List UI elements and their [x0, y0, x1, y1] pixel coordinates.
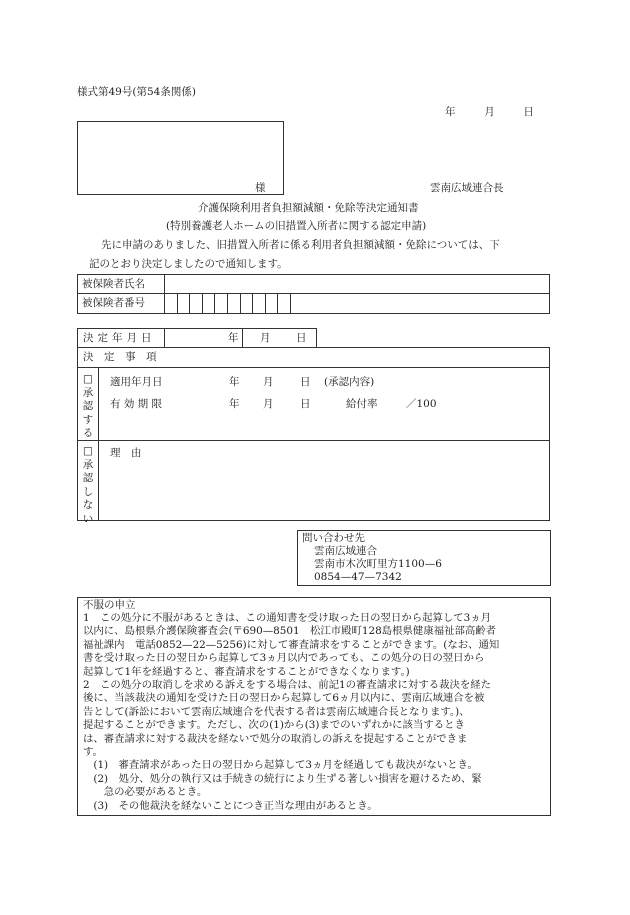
decision-day-label: 日: [296, 332, 307, 344]
contact-org: 雲南広域連合: [314, 545, 377, 557]
insured-number-cell[interactable]: [240, 293, 254, 314]
appeal-line: 以内に、島根県介護保険審査会(〒690—8501 松江市殿町128島根県健康福祉部高齢者: [83, 625, 497, 638]
benefit-rate-label: 給付率: [346, 398, 378, 410]
contact-phone: 0854—47—7342: [314, 571, 402, 583]
appeal-heading: 不服の申立: [83, 599, 136, 611]
appeal-line: 提起することができます。ただし、次の(1)から(3)までのいずれかに該当するとき: [83, 719, 465, 732]
approve-label-char: す: [82, 413, 94, 426]
reject-label-char: な: [82, 499, 94, 511]
validity-day-label: 日: [300, 398, 311, 410]
intro-line-2: 記のとおり決定しましたので通知します。: [89, 258, 288, 270]
decision-month-label: 月: [260, 332, 271, 344]
validity-month-label: 月: [263, 398, 274, 410]
appeal-line: 福祉課内 電話0852—22—5256)に対して審査請求をすることができます。(なお、通知: [83, 638, 500, 651]
decision-date-label: 決定年月日: [83, 332, 156, 344]
insured-number-cell[interactable]: [214, 293, 228, 314]
appeal-line: 告として(訴訟において雲南広域連合を代表する者は雲南広域連合長となります。)、: [83, 705, 470, 718]
form-id: 様式第49号(第54条関係): [77, 86, 196, 98]
approve-vertical-label: [81, 387, 95, 441]
issuer-name: 雲南広域連合長: [430, 182, 504, 194]
insured-number-label: 被保険者番号: [82, 297, 145, 309]
insured-number-cell[interactable]: [177, 293, 191, 314]
reject-label-char: 承: [82, 458, 94, 471]
issue-day-label: 日: [523, 106, 534, 118]
appeal-line: (3) その他裁決を経ないことにつき正当な理由があるとき。: [83, 799, 378, 812]
contact-address: 雲南市木次町里方1100—6: [314, 558, 442, 570]
validity-year-label: 年: [229, 398, 240, 410]
reject-column: [81, 445, 95, 526]
appeal-line: 後に、当該裁決の通知を受けた日の翌日から起算して6ヵ月以内に、雲南広域連合を被: [83, 692, 485, 705]
intro-line-1: 先に申請のありました、旧措置入所者に係る利用者負担額減額・免除については、下: [101, 239, 500, 251]
document-subtitle: (特別養護老人ホームの旧措置入所者に関する認定申請): [166, 220, 427, 232]
approve-label-char: 認: [82, 400, 94, 412]
apply-year-label: 年: [229, 376, 240, 388]
reject-label-char: い: [82, 512, 94, 525]
appeal-line: (1) 審査請求があった日の翌日から起算して3ヵ月を経過しても裁決がないとき。: [83, 759, 478, 772]
addressee-box: [77, 121, 284, 195]
appeal-line: 1 この処分に不服があるときは、この通知書を受け取った日の翌日から起算して3ヵ月: [83, 612, 492, 624]
document-title: 介護保険利用者負担額減額・免除等決定通知書: [198, 202, 419, 214]
approve-checkbox[interactable]: □: [83, 373, 93, 385]
benefit-rate-value: ／100: [406, 398, 437, 410]
insured-number-cell[interactable]: [189, 293, 203, 314]
addressee-suffix: 様: [255, 182, 266, 194]
appeal-line: 急の必要があるとき。: [83, 786, 208, 799]
reject-label-char: し: [82, 485, 94, 498]
decision-items-label: 決 定 事 項: [83, 351, 157, 363]
reject-label-char: 認: [82, 472, 94, 484]
apply-date-label: 適用年月日: [110, 376, 163, 388]
approve-column: [81, 373, 95, 441]
appeal-line: 2 この処分の取消しを求める訴えをする場合は、前記1の審査請求に対する裁決を経た: [83, 679, 492, 691]
apply-month-label: 月: [263, 376, 274, 388]
insured-number-cell[interactable]: [265, 293, 279, 314]
insured-number-cell[interactable]: [202, 293, 216, 314]
insured-number-cell[interactable]: [164, 293, 178, 314]
issue-month-label: 月: [484, 106, 495, 118]
reason-label: 理 由: [110, 447, 142, 459]
validity-label: 有 効 期 限: [110, 398, 163, 410]
insured-table: [77, 274, 550, 314]
insured-name-label: 被保険者氏名: [82, 278, 145, 290]
appeal-line: 起算して1年を経過すると、審査請求をすることができなくなります。): [83, 665, 410, 678]
appeal-line: す。: [83, 746, 103, 758]
appeal-line: は、審査請求に対する裁決を経ないで処分の取消しの訴えを提起することができま: [83, 732, 468, 745]
contact-heading: 問い合わせ先: [302, 532, 365, 544]
insured-number-cell[interactable]: [252, 293, 266, 314]
decision-year-label: 年: [228, 332, 239, 344]
apply-day-label: 日: [300, 376, 311, 388]
issue-year-label: 年: [445, 106, 456, 118]
appeal-line: (2) 処分、処分の執行又は手続きの続行により生ずる著しい損害を避けるため、緊: [83, 772, 482, 785]
approval-content-label: (承認内容): [324, 376, 375, 388]
appeal-line: 書を受け取った日の翌日から起算して3ヵ月以内であっても、この処分の日の翌日から: [83, 652, 485, 665]
issue-date: [445, 106, 534, 119]
reject-checkbox[interactable]: □: [83, 445, 93, 457]
reject-vertical-label: [81, 459, 95, 527]
insured-number-cell[interactable]: [277, 293, 291, 314]
approve-label-char: る: [82, 427, 94, 439]
insured-number-cell[interactable]: [227, 293, 241, 314]
approve-label-char: 承: [82, 386, 94, 399]
decision-table: [77, 347, 550, 521]
